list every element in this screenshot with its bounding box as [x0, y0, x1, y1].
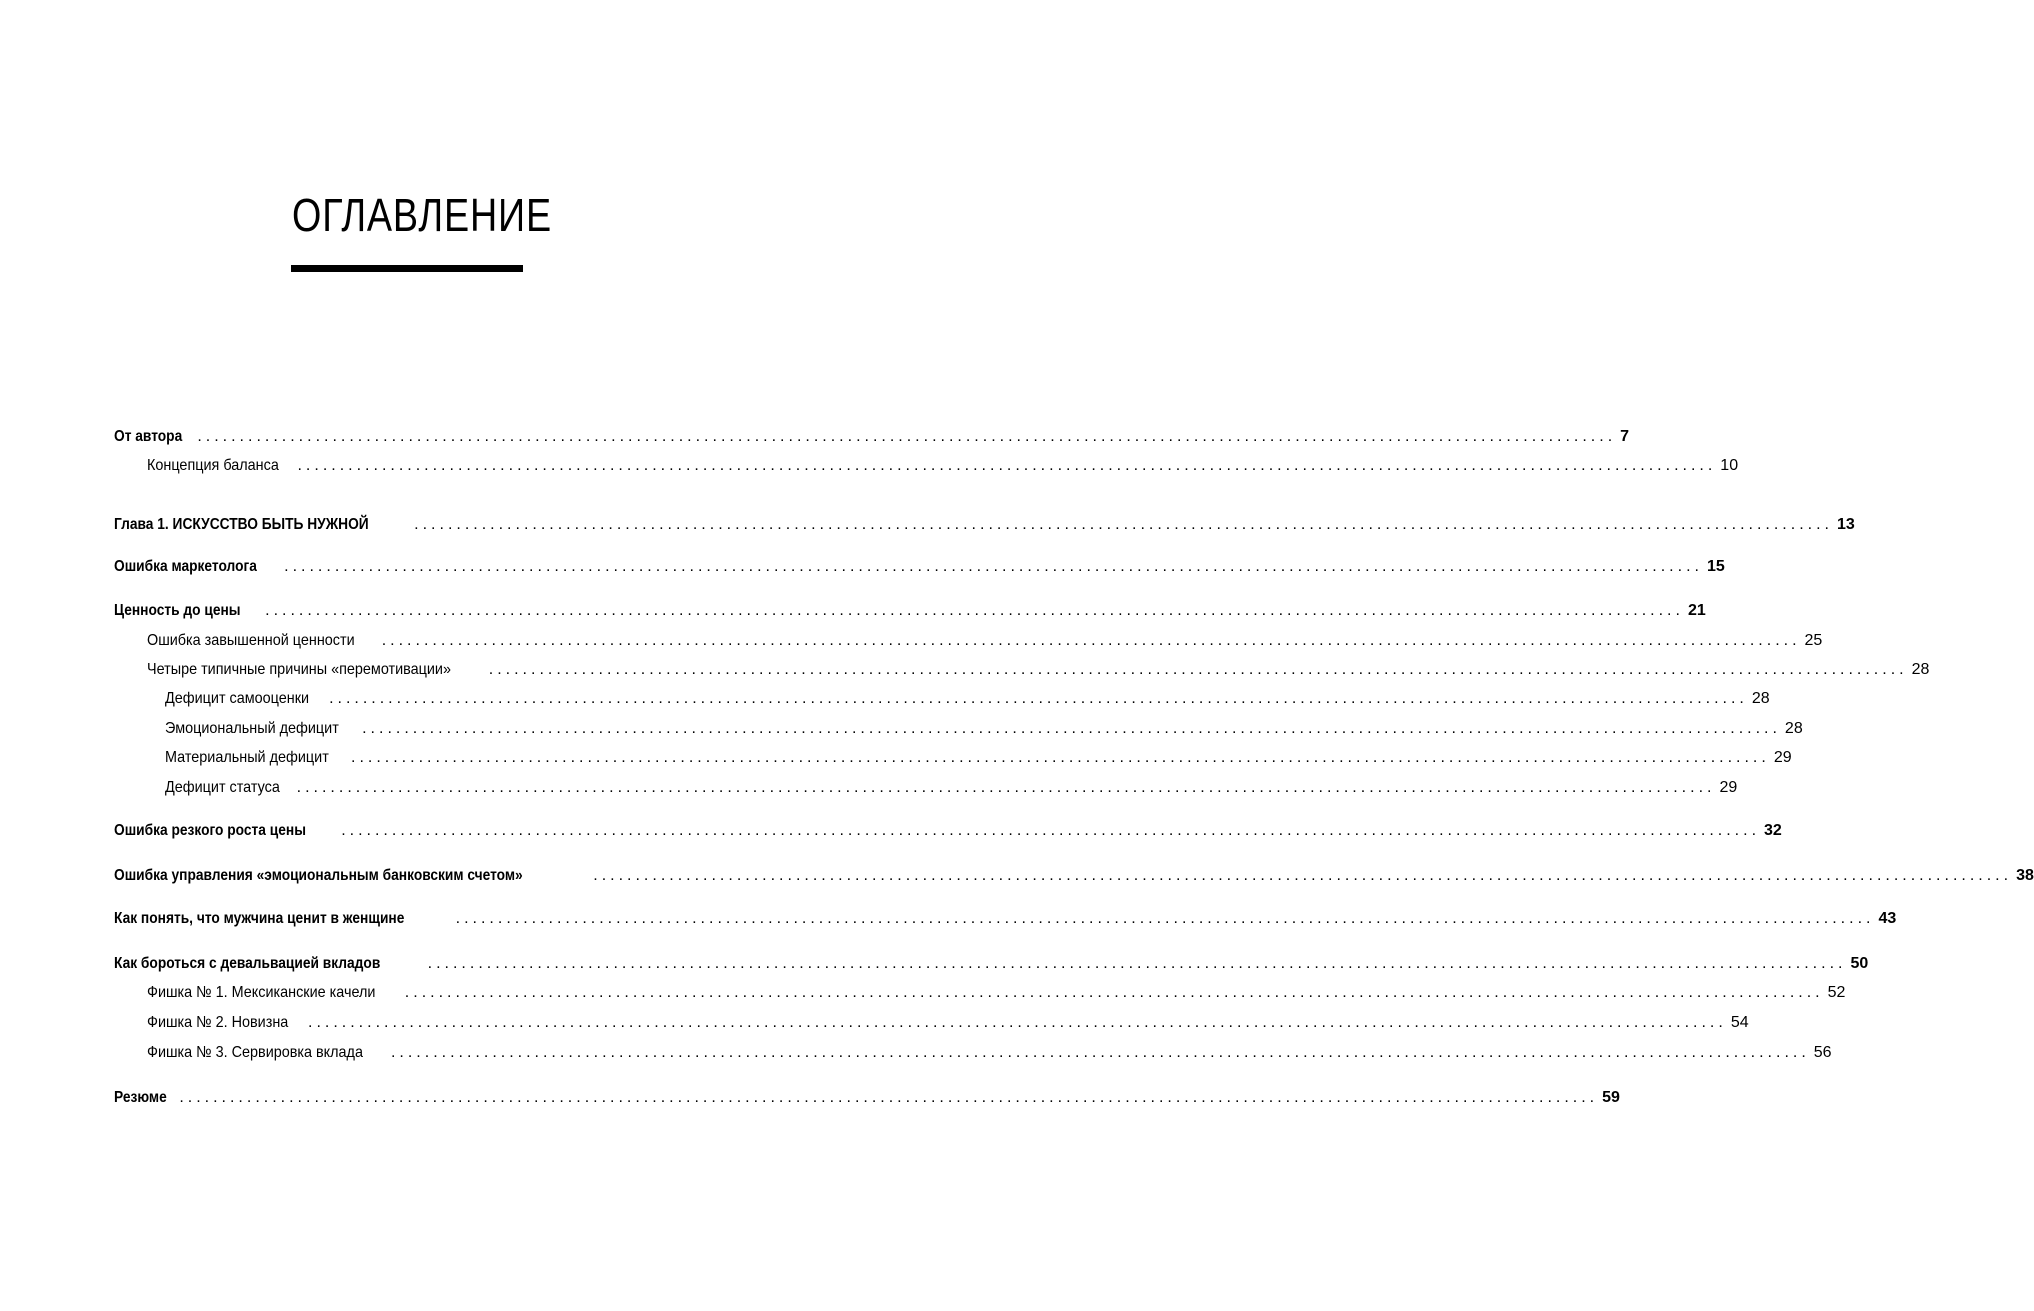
toc-entry-page: 15 — [1706, 558, 1725, 575]
toc-entry[interactable] — [114, 1042, 1832, 1064]
toc-entry-label: Ошибка управления «эмоциональным банковским счетом» — [114, 867, 523, 884]
toc-entry-page: 25 — [1804, 632, 1823, 649]
toc-leader-dots: ........................................................................................................................................................................ — [329, 690, 1748, 707]
toc-entry-page: 13 — [1836, 516, 1855, 533]
toc-entry-page: 21 — [1687, 602, 1706, 619]
toc-leader-dots: ........................................................................................................................................................................ — [455, 910, 1875, 927]
toc-entry-label: Ошибка завышенной ценности — [147, 632, 355, 649]
page-title: ОГЛАВЛЕНИЕ — [292, 189, 552, 241]
toc-entry-label: Фишка № 1. Мексиканские качели — [147, 984, 376, 1001]
toc-leader-dots: ........................................................................................................................................................................ — [381, 632, 1801, 649]
toc-leader-dots: ........................................................................................................................................................................ — [593, 867, 2013, 884]
toc-leader-dots: ........................................................................................................................................................................ — [265, 602, 1684, 619]
toc-entry-page: 54 — [1730, 1014, 1749, 1031]
toc-entry[interactable] — [114, 820, 1782, 842]
toc-entry[interactable] — [114, 982, 1846, 1004]
toc-entry[interactable] — [114, 514, 1855, 536]
toc-entry[interactable] — [114, 556, 1725, 578]
toc-entry[interactable] — [114, 718, 1803, 740]
toc-leader-dots: ........................................................................................................................................................................ — [488, 661, 1908, 678]
toc-entry[interactable] — [114, 688, 1770, 710]
toc-entry-page: 43 — [1878, 910, 1897, 927]
toc-leader-dots: ........................................................................................................................................................................ — [296, 779, 1716, 796]
toc-leader-dots: ........................................................................................................................................................................ — [284, 558, 1703, 575]
toc-entry-label: Глава 1. ИСКУССТВО БЫТЬ НУЖНОЙ — [114, 516, 369, 533]
toc-entry-page: 50 — [1850, 955, 1869, 972]
toc-entry[interactable] — [114, 953, 1869, 975]
toc-entry-label: Материальный дефицит — [165, 749, 329, 766]
toc-entry-label: Как бороться с девальвацией вкладов — [114, 955, 381, 972]
toc-leader-dots: ........................................................................................................................................................................ — [297, 457, 1717, 474]
toc-leader-dots: ........................................................................................................................................................................ — [404, 984, 1824, 1001]
toc-leader-dots: ........................................................................................................................................................................ — [427, 955, 1847, 972]
toc-entry[interactable] — [114, 630, 1823, 652]
toc-leader-dots: ........................................................................................................................................................................ — [179, 1089, 1599, 1106]
toc-leader-dots: ........................................................................................................................................................................ — [341, 822, 1761, 839]
toc-entry-page: 29 — [1719, 779, 1738, 796]
toc-entry-label: Ценность до цены — [114, 602, 241, 619]
toc-entry[interactable] — [114, 777, 1738, 799]
toc-entry-page: 38 — [2016, 867, 2034, 884]
toc-leader-dots: ........................................................................................................................................................................ — [390, 1044, 1810, 1061]
toc-leader-dots: ........................................................................................................................................................................ — [351, 749, 1770, 766]
toc-entry-label: Фишка № 2. Новизна — [147, 1014, 289, 1031]
toc-entry[interactable] — [114, 1012, 1749, 1034]
toc-entry-label: От автора — [114, 428, 183, 445]
toc-entry-page: 56 — [1813, 1044, 1832, 1061]
toc-entry-page: 32 — [1764, 822, 1782, 839]
toc-entry-label: Фишка № 3. Сервировка вклада — [147, 1044, 363, 1061]
toc-entry-page: 7 — [1620, 428, 1630, 445]
toc-entry-page: 59 — [1602, 1089, 1620, 1106]
toc-entry-label: Дефицит самооценки — [165, 690, 310, 707]
toc-entry[interactable] — [114, 908, 1897, 930]
toc-entry[interactable] — [114, 865, 2034, 887]
toc-leader-dots: ........................................................................................................................................................................ — [308, 1014, 1727, 1031]
toc-entry-label: Резюме — [114, 1089, 167, 1106]
toc-entry-page: 28 — [1784, 720, 1803, 737]
toc-entry[interactable] — [114, 600, 1706, 622]
toc-entry[interactable] — [114, 455, 1739, 477]
toc-entry-label: Дефицит статуса — [165, 779, 280, 796]
toc-entry-label: Четыре типичные причины «перемотивации» — [147, 661, 451, 678]
toc-leader-dots: ........................................................................................................................................................................ — [414, 516, 1833, 533]
toc-entry-label: Как понять, что мужчина ценит в женщине — [114, 910, 405, 927]
toc-leader-dots: ........................................................................................................................................................................ — [362, 720, 1781, 737]
toc-entry-label: Концепция баланса — [147, 457, 279, 474]
toc-entry-label: Ошибка маркетолога — [114, 558, 257, 575]
toc-entry-label: Эмоциональный дефицит — [165, 720, 339, 737]
toc-entry-page: 52 — [1827, 984, 1846, 1001]
toc-entry[interactable] — [114, 659, 1930, 681]
title-underline — [291, 265, 523, 272]
toc-entry-page: 10 — [1720, 457, 1739, 474]
toc-entry[interactable] — [114, 1087, 1620, 1109]
toc-entry[interactable] — [114, 426, 1630, 448]
toc-entry-page: 28 — [1751, 690, 1770, 707]
toc-entry[interactable] — [114, 747, 1792, 769]
toc-entry-page: 28 — [1911, 661, 1930, 678]
toc-entry-label: Ошибка резкого роста цены — [114, 822, 306, 839]
toc-entry-page: 29 — [1773, 749, 1792, 766]
toc-leader-dots: ........................................................................................................................................................................ — [197, 428, 1617, 445]
